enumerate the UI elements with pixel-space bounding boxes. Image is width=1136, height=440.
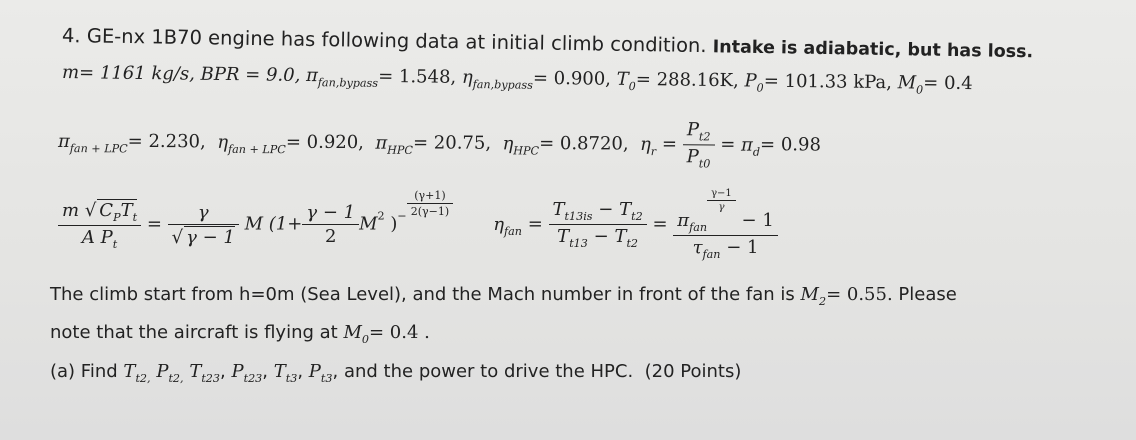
pi-fan-bypass: $\pi_{fan,bypass}$ — [305, 64, 379, 90]
question-label: (a) Find — [50, 361, 118, 382]
problem-emphasis: Intake is adiabatic, but has loss. — [712, 37, 1034, 63]
eta-fan-bypass: $\eta_{fan,bypass}$ — [461, 66, 533, 92]
problem-number: 4. — [61, 24, 81, 48]
efficiency-fraction: $\frac{T_{t13is} - T_{t2}}{T_{t13} - T_{t2}}$ — [549, 199, 647, 250]
gamma-fraction: $\frac{\gamma}{√ \gamma - 1}$ — [168, 202, 239, 248]
text-line-climb: The climb start from h=0m (Sea Level), and the Mach number in front of the fan is $M_2= 0.55$. Please — [50, 284, 957, 309]
given-line-1: m= 1161 kg/s, BPR = 9.0, $\pi_{fan,bypass}= 1.548$, $\eta_{fan,bypass}= 0.900$, $T_0= 288.16K$, $P_0= 101.33$ kPa, $M_0= 0.4$ — [61, 62, 973, 97]
bypass-ratio: BPR = 9.0, — [200, 63, 301, 86]
pressure-temperature-ratio-fraction: $\pi_{fan}$ $\frac{\gamma-1}{\gamma}$ − 1 $\tau_{fan} - 1$ — [673, 188, 778, 261]
gamma-half-fraction: $\frac{\gamma - 1}{2}$ — [302, 202, 359, 247]
eta-r: $\eta_r$ — [640, 133, 657, 158]
eta-fan: $\eta_{fan}$ — [493, 213, 522, 238]
pi-hpc: $\pi_{HPC}$ — [375, 132, 414, 157]
problem-heading — [62, 24, 1034, 62]
m2: $M_2$ — [800, 284, 827, 309]
pressure-ratio-fraction: $\frac{P_{t2}}{P_{t0}}$ — [683, 119, 715, 170]
question-tail: and the power to drive the HPC. — [343, 361, 634, 382]
given-line-2: $\pi_{fan + LPC}= 2.230$, $\eta_{fan + LPC}= 0.920$, $\pi_{HPC}= 20.75$, $\eta_{HPC}= 0.8720$, $\eta_r$ = $\frac{P_{t2}}{P_{t0}}$ = $\pi_d= 0.98$ — [57, 119, 822, 171]
question-points: (20 Points) — [644, 361, 742, 382]
mass-flow: m= 1161 kg/s, — [61, 62, 195, 85]
equations-line: $\frac{m √ C_PT_t}{A P_t}$ = $\frac{\gamma}{√ \gamma - 1}$ M (1+ $\frac{\gamma - 1}{2}$ $M^2$ )− $\frac{(\gamma+1)}{2(\gamma-1)}$ $\eta_{fan}$ = $\frac{T_{t13is} - T_{t2}}{T_{t13} - T_{t2}}$ = $\pi_{fan}$ $\frac{\gamma-1}{\gamma}$ − 1 $\tau_{fan} - 1$ — [58, 188, 778, 261]
text-line-flight: note that the aircraft is flying at $M_0= 0.4$ . — [50, 322, 430, 347]
m0: $M_0$ — [897, 72, 924, 97]
t0: $T_0$ — [616, 68, 636, 94]
pi-fan-lpc: $\pi_{fan + LPC}$ — [57, 130, 128, 155]
pi-d: $\pi_d$ — [741, 134, 761, 159]
question-a: (a) Find $T_{t2,}$ $P_{t2,}$ $T_{t23}$, $P_{t23}$, $T_{t3}$, $P_{t3}$, and the power to drive the HPC. (20 Points) — [50, 361, 742, 386]
exponent-fraction: $\frac{(\gamma+1)}{2(\gamma-1)}$ — [407, 189, 453, 218]
mass-flow-parameter: $\frac{m √ C_PT_t}{A P_t}$ — [58, 199, 141, 251]
eta-hpc: $\eta_{HPC}$ — [502, 132, 540, 158]
m0-note: $M_0$ — [343, 322, 369, 347]
problem-intro: GE-nx 1B70 engine has following data at initial climb condition. — [86, 24, 707, 58]
eta-fan-lpc: $\eta_{fan + LPC}$ — [217, 131, 286, 156]
p0: $P_0$ — [744, 70, 764, 95]
